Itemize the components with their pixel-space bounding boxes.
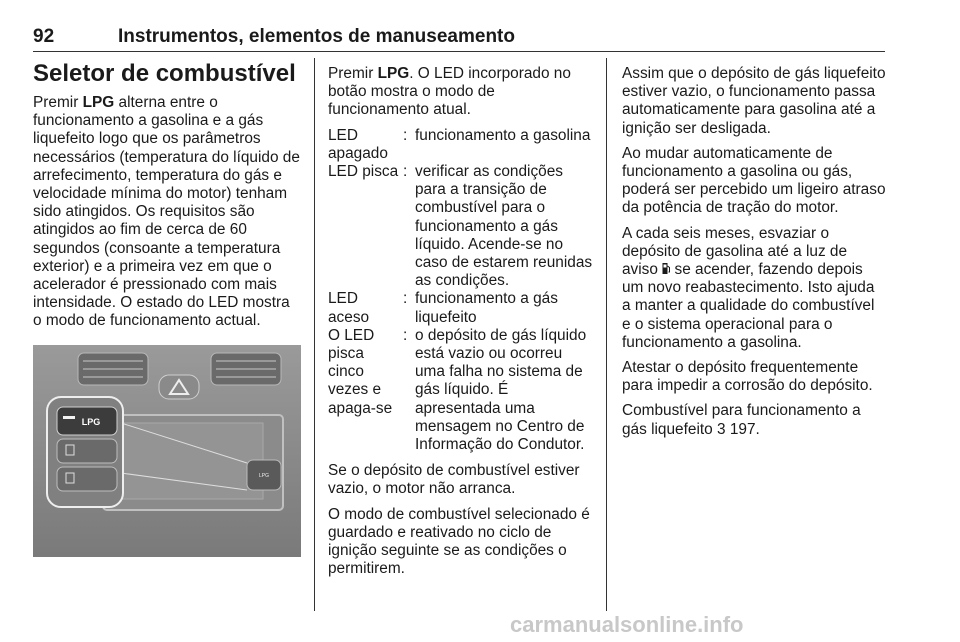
led-state: LED aceso [328,290,370,326]
page-ref-number: 197. [725,420,760,438]
header-rule [33,51,885,52]
lpg-bold: LPG [82,94,115,111]
text: . O LED incorporado no botão mostra o modo de funcionamento atual. [328,65,571,119]
column-divider [314,58,315,611]
watermark: carmanualsonline.info [510,612,744,637]
intro-paragraph [33,94,301,331]
mode-memory-note: O modo de combustível selecionado é guardado e reativado no ciclo de ignição seguinte se as condições o permitirem. [328,505,590,578]
led-status-table [328,127,596,455]
paragraph [622,225,887,352]
chapter-title: Instrumentos, elementos de manuseamento [118,26,515,47]
colon: : [403,163,408,181]
led-row [328,327,596,454]
led-row [328,163,596,290]
section-title: Seletor de combustível [33,60,296,87]
led-state: LED pisca [328,163,399,181]
column-1 [33,60,301,557]
colon: : [403,290,408,308]
lpg-bold: LPG [377,65,410,82]
dashboard-illustration [33,345,301,557]
led-row [328,127,596,163]
paragraph: Assim que o depósito de gás liquefeito estiver vazio, o funcionamento passa automaticamente para gasolina até a ignição ser desligada. [622,65,886,137]
dashboard-drawing [33,345,301,557]
empty-tank-note: Se o depósito de combustível estiver vazio, o motor não arranca. [328,462,580,498]
led-meaning: funcionamento a gás liquefeito [415,290,558,326]
paragraph: Atestar o depósito frequentemente para impedir a corrosão do depósito. [622,359,873,395]
led-state: O LED pisca cinco vezes e apaga-se [328,326,393,417]
column-divider [606,58,607,611]
led-row [328,290,596,326]
led-intro [328,65,596,120]
led-meaning: o depósito de gás líquido está vazio ou ocorreu uma falha no sistema de gás líquido. É apresentada uma mensagem no Centro de Informação do Condutor. [415,326,587,454]
paragraph: Ao mudar automaticamente de funcionamento a gasolina ou gás, poderá ser percebido um ligeiro atraso da potência de tração do motor. [622,144,886,217]
page-number: 92 [33,26,55,47]
column-2 [328,65,596,585]
colon: : [403,326,408,344]
paragraph [622,402,887,438]
small-lpg-label: LPG [258,472,270,479]
led-meaning: funcionamento a gasolina [415,126,591,144]
led-meaning: verificar as condições para a transição de combustível para o funcionamento a gás líquido. Acende-se no caso de estarem reunidas as condições. [415,163,593,290]
text: se acender, fazendo depois um novo reabastecimento. Isto ajuda a manter a qualidade do combustível e o sistema operacional para o funcionamento a gasolina. [622,261,875,351]
lpg-button-label: LPG [81,416,101,427]
text: Premir [33,94,83,111]
page-ref-arrow-icon: 3 [716,420,726,438]
column-3 [622,65,887,446]
text: Premir [328,65,378,82]
colon: : [403,126,408,144]
led-state: LED apagado [328,126,388,162]
text: A cada seis meses, esvaziar o depósito de gasolina até a luz de aviso [622,224,848,279]
text: alterna entre o funcionamento a gasolina e a gás liquefeito logo que os parâmetros necessários (temperatura do líquido de arrefecimento, temperatura do gás e velocidade mínima do motor) tenham sido atingidos. Os requisitos são atingidos ao fim de cerca de 60 segundos (consoante a temperatura exterior) e a primeira vez em que o acelerador é pressionado com mais intensidade. O estado do LED mostra o modo de funcionamento actual. [33,94,300,330]
text: Combustível para funcionamento a gás liquefeito [622,402,861,438]
